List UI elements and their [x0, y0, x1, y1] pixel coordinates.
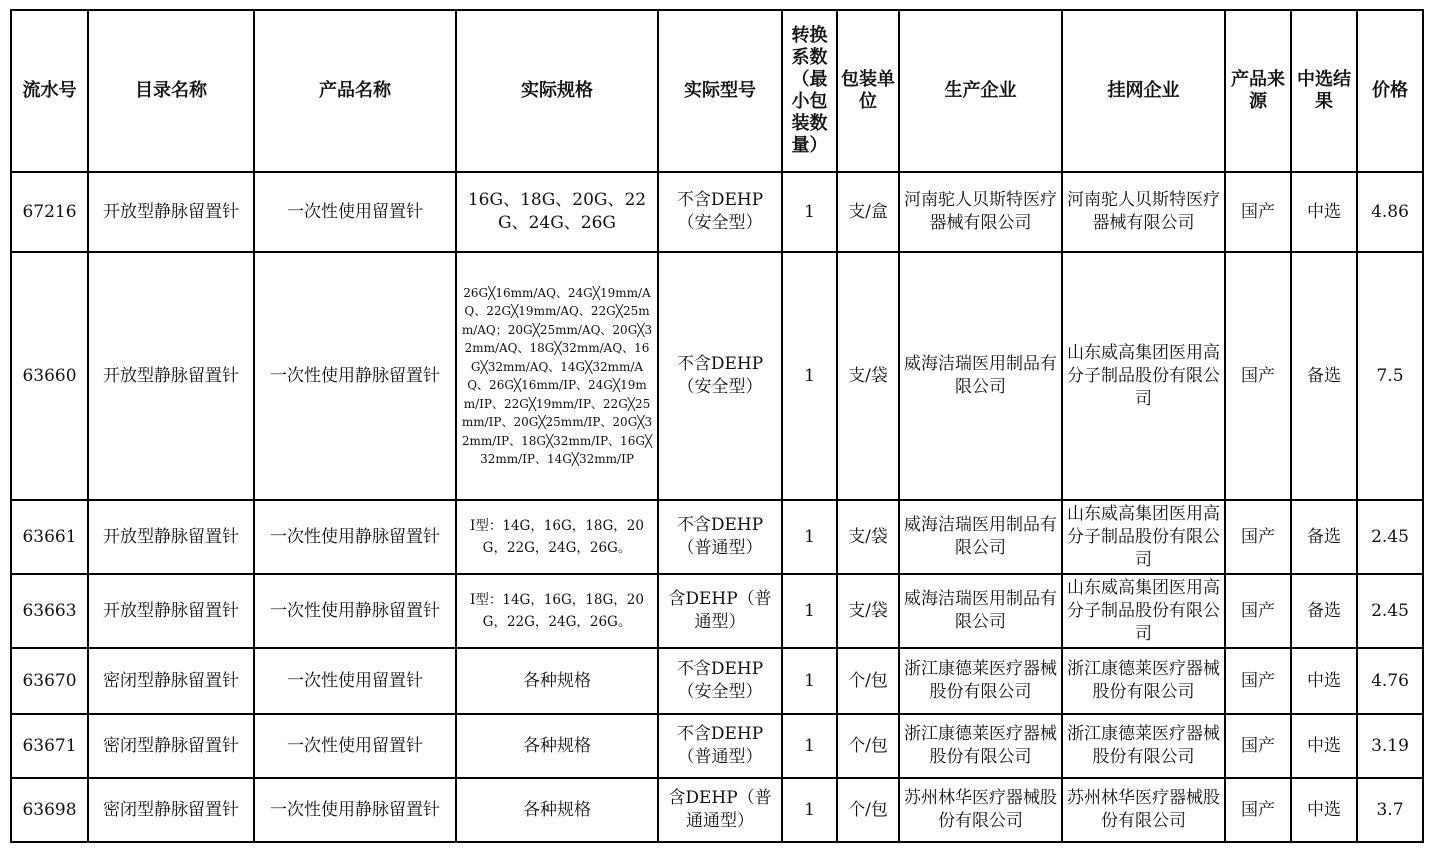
- cell-product: 一次性使用留置针: [254, 714, 456, 778]
- cell-spec: 各种规格: [456, 778, 658, 842]
- cell-serial: 63661: [11, 500, 88, 574]
- header-price: 价格: [1357, 10, 1423, 172]
- table-row: [11, 714, 1423, 778]
- cell-maker: 浙江康德莱医疗器械股份有限公司: [899, 714, 1062, 778]
- cell-catalog: 开放型静脉留置针: [88, 500, 254, 574]
- cell-unit: 支/袋: [837, 574, 899, 648]
- header-maker: 生产企业: [899, 10, 1062, 172]
- cell-factor: 1: [782, 500, 837, 574]
- table-row: [11, 574, 1423, 648]
- cell-serial: 63698: [11, 778, 88, 842]
- cell-product: 一次性使用静脉留置针: [254, 252, 456, 500]
- cell-model: 不含DEHP（普通型）: [658, 500, 782, 574]
- cell-factor: 1: [782, 714, 837, 778]
- cell-factor: 1: [782, 778, 837, 842]
- cell-factor: 1: [782, 172, 837, 252]
- table-row: [11, 500, 1423, 574]
- cell-model: 含DEHP（普通型）: [658, 574, 782, 648]
- header-unit: 包装单位: [837, 10, 899, 172]
- cell-vendor: 山东威高集团医用高分子制品股份有限公司: [1062, 252, 1225, 500]
- cell-result: 中选: [1291, 648, 1357, 714]
- cell-factor: 1: [782, 252, 837, 500]
- cell-result: 中选: [1291, 172, 1357, 252]
- cell-model: 不含DEHP（普通型）: [658, 714, 782, 778]
- cell-spec: 各种规格: [456, 648, 658, 714]
- header-spec: 实际规格: [456, 10, 658, 172]
- cell-result: 中选: [1291, 714, 1357, 778]
- cell-vendor: 苏州林华医疗器械股份有限公司: [1062, 778, 1225, 842]
- cell-factor: 1: [782, 574, 837, 648]
- cell-origin: 国产: [1225, 778, 1291, 842]
- header-factor: 转换系数（最小包装数量）: [782, 10, 837, 172]
- cell-maker: 浙江康德莱医疗器械股份有限公司: [899, 648, 1062, 714]
- cell-catalog: 密闭型静脉留置针: [88, 648, 254, 714]
- cell-model: 不含DEHP（安全型）: [658, 172, 782, 252]
- cell-spec: I型：14G，16G，18G，20G，22G，24G，26G。: [456, 574, 658, 648]
- table-row: [11, 648, 1423, 714]
- header-row: [11, 10, 1423, 172]
- cell-catalog: 密闭型静脉留置针: [88, 778, 254, 842]
- cell-unit: 个/包: [837, 778, 899, 842]
- cell-maker: 威海洁瑞医用制品有限公司: [899, 252, 1062, 500]
- cell-vendor: 浙江康德莱医疗器械股份有限公司: [1062, 714, 1225, 778]
- cell-price: 2.45: [1357, 500, 1423, 574]
- cell-origin: 国产: [1225, 714, 1291, 778]
- cell-origin: 国产: [1225, 252, 1291, 500]
- cell-serial: 67216: [11, 172, 88, 252]
- cell-unit: 支/袋: [837, 252, 899, 500]
- cell-price: 2.45: [1357, 574, 1423, 648]
- cell-serial: 63670: [11, 648, 88, 714]
- cell-price: 4.86: [1357, 172, 1423, 252]
- cell-product: 一次性使用留置针: [254, 648, 456, 714]
- cell-result: 备选: [1291, 574, 1357, 648]
- header-result: 中选结果: [1291, 10, 1357, 172]
- cell-serial: 63663: [11, 574, 88, 648]
- cell-result: 备选: [1291, 500, 1357, 574]
- header-serial: 流水号: [11, 10, 88, 172]
- header-vendor: 挂网企业: [1062, 10, 1225, 172]
- cell-price: 4.76: [1357, 648, 1423, 714]
- cell-catalog: 开放型静脉留置针: [88, 172, 254, 252]
- header-product: 产品名称: [254, 10, 456, 172]
- cell-maker: 威海洁瑞医用制品有限公司: [899, 500, 1062, 574]
- cell-price: 3.7: [1357, 778, 1423, 842]
- table-row: [11, 778, 1423, 842]
- procurement-table: [10, 9, 1424, 843]
- cell-product: 一次性使用静脉留置针: [254, 778, 456, 842]
- cell-model: 不含DEHP（安全型）: [658, 648, 782, 714]
- cell-catalog: 开放型静脉留置针: [88, 252, 254, 500]
- cell-vendor: 河南驼人贝斯特医疗器械有限公司: [1062, 172, 1225, 252]
- cell-price: 3.19: [1357, 714, 1423, 778]
- cell-unit: 支/袋: [837, 500, 899, 574]
- cell-serial: 63660: [11, 252, 88, 500]
- cell-maker: 威海洁瑞医用制品有限公司: [899, 574, 1062, 648]
- cell-unit: 个/包: [837, 714, 899, 778]
- cell-factor: 1: [782, 648, 837, 714]
- header-catalog: 目录名称: [88, 10, 254, 172]
- cell-maker: 河南驼人贝斯特医疗器械有限公司: [899, 172, 1062, 252]
- cell-result: 中选: [1291, 778, 1357, 842]
- cell-unit: 支/盒: [837, 172, 899, 252]
- table-row: [11, 172, 1423, 252]
- cell-catalog: 开放型静脉留置针: [88, 574, 254, 648]
- cell-spec: 26G╳16mm/AQ、24G╳19mm/AQ、22G╳19mm/AQ、22G╳25mm/AQ；20G╳25mm/AQ、20G╳32mm/AQ、18G╳32mm/AQ、16G╳32mm/AQ、14G╳32mm/AQ、26G╳16mm/IP、24G╳19mm/IP、22G╳19mm/IP、22G╳25mm/IP、20G╳25mm/IP、20G╳32mm/IP、18G╳32mm/IP、16G╳32mm/IP、14G╳32mm/IP: [456, 252, 658, 500]
- cell-unit: 个/包: [837, 648, 899, 714]
- cell-serial: 63671: [11, 714, 88, 778]
- cell-spec: 16G、18G、20G、22G、24G、26G: [456, 172, 658, 252]
- cell-spec: 各种规格: [456, 714, 658, 778]
- cell-price: 7.5: [1357, 252, 1423, 500]
- cell-product: 一次性使用静脉留置针: [254, 500, 456, 574]
- cell-spec: I型：14G，16G，18G，20G，22G，24G，26G。: [456, 500, 658, 574]
- cell-origin: 国产: [1225, 648, 1291, 714]
- table-row: [11, 252, 1423, 500]
- cell-vendor: 浙江康德莱医疗器械股份有限公司: [1062, 648, 1225, 714]
- cell-product: 一次性使用留置针: [254, 172, 456, 252]
- cell-model: 含DEHP（普通通型）: [658, 778, 782, 842]
- cell-result: 备选: [1291, 252, 1357, 500]
- cell-origin: 国产: [1225, 574, 1291, 648]
- cell-origin: 国产: [1225, 500, 1291, 574]
- cell-vendor: 山东威高集团医用高分子制品股份有限公司: [1062, 500, 1225, 574]
- header-origin: 产品来源: [1225, 10, 1291, 172]
- cell-origin: 国产: [1225, 172, 1291, 252]
- cell-catalog: 密闭型静脉留置针: [88, 714, 254, 778]
- cell-maker: 苏州林华医疗器械股份有限公司: [899, 778, 1062, 842]
- cell-model: 不含DEHP（安全型）: [658, 252, 782, 500]
- header-model: 实际型号: [658, 10, 782, 172]
- cell-product: 一次性使用静脉留置针: [254, 574, 456, 648]
- cell-vendor: 山东威高集团医用高分子制品股份有限公司: [1062, 574, 1225, 648]
